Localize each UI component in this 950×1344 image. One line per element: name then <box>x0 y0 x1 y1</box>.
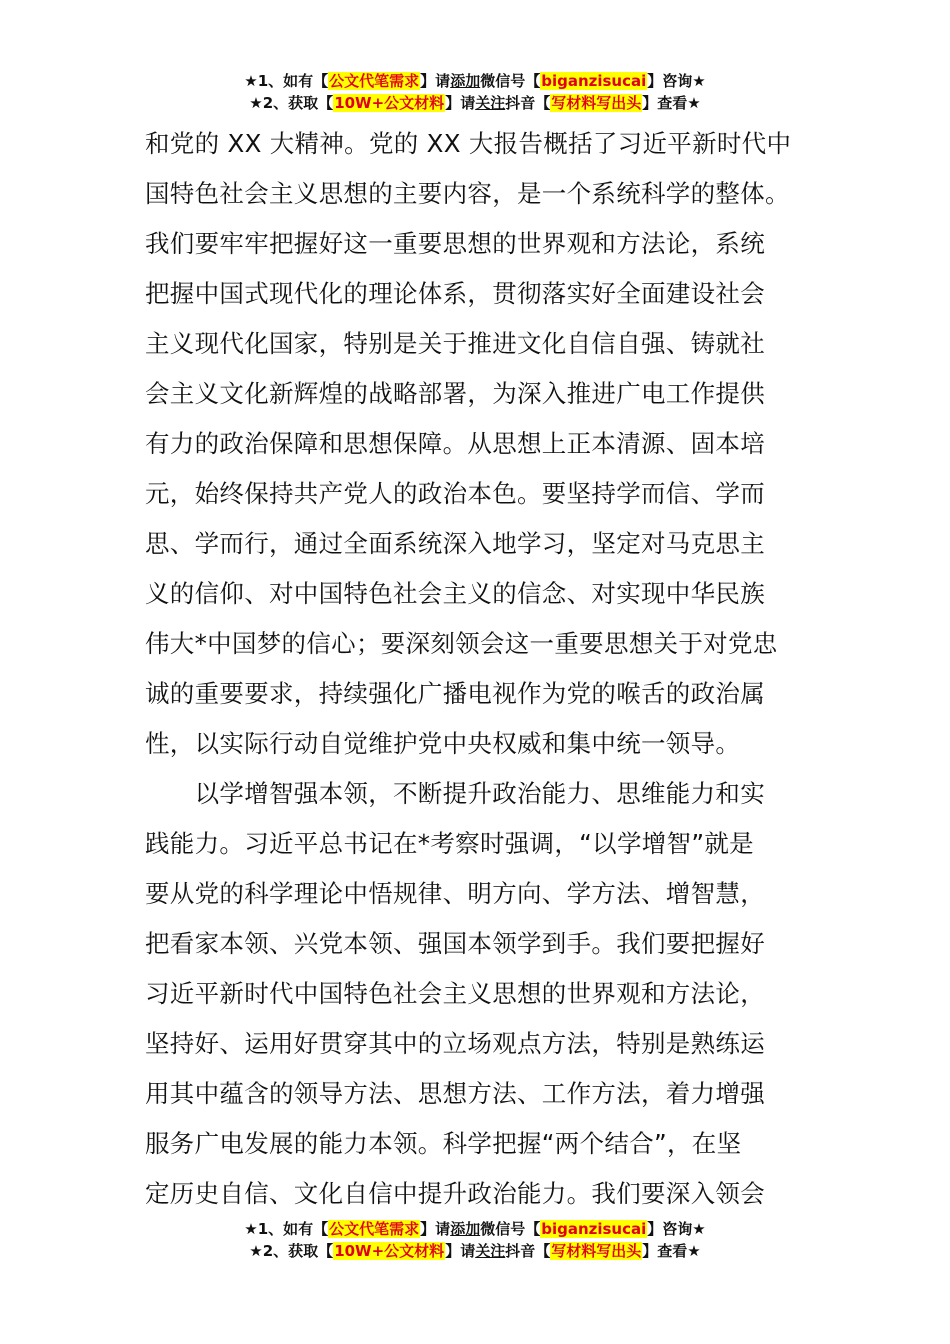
body-line: 义的信仰、对中国特色社会主义的信念、对实现中华民族 <box>145 579 765 608</box>
body-line: 坚持好、运用好贯穿其中的立场观点方法，特别是熟练运 <box>145 1029 765 1058</box>
banner-emphasis: 关注 <box>475 1242 506 1260</box>
banner-highlight: 10W+公文材料 <box>334 94 445 112</box>
banner-text: ★2、获取【 <box>249 94 334 112</box>
banner-text: 】请 <box>445 1242 476 1260</box>
body-line: 元，始终保持共产党人的政治本色。要坚持学而信、学而 <box>145 479 765 508</box>
body-line: 有力的政治保障和思想保障。从思想上正本清源、固本培 <box>145 429 765 458</box>
body-line: 践能力。习近平总书记在*考察时强调，“以学增智”就是 <box>145 829 754 858</box>
banner-text: 微信号【 <box>480 1220 541 1238</box>
banner-highlight: biganzisucai <box>541 72 647 90</box>
banner-text: 】查看★ <box>642 94 701 112</box>
body-line: 思、学而行，通过全面系统深入地学习，坚定对马克思主 <box>145 529 765 558</box>
banner-text: 】请 <box>420 1220 451 1238</box>
banner-emphasis: 添加 <box>450 1220 481 1238</box>
body-line: 会主义文化新辉煌的战略部署，为深入推进广电工作提供 <box>145 379 765 408</box>
body-line: 定历史自信、文化自信中提升政治能力。我们要深入领会 <box>145 1179 765 1208</box>
banner-highlight: 写材料写出头 <box>551 1242 642 1260</box>
body-line: 习近平新时代中国特色社会主义思想的世界观和方法论， <box>145 979 765 1008</box>
banner-highlight: 写材料写出头 <box>551 94 642 112</box>
document-body <box>145 122 800 1222</box>
body-line: 服务广电发展的能力本领。科学把握“两个结合”，在坚 <box>145 1129 742 1158</box>
banner-line-2 <box>0 92 950 114</box>
body-line: 性，以实际行动自觉维护党中央权威和集中统一领导。 <box>145 729 741 758</box>
banner-text: 】咨询★ <box>647 1220 706 1238</box>
banner-text: ★1、如有【 <box>244 1220 329 1238</box>
banner-highlight: 10W+公文材料 <box>334 1242 445 1260</box>
body-line: 国特色社会主义思想的主要内容，是一个系统科学的整体。 <box>145 179 790 208</box>
body-line: 把握中国式现代化的理论体系，贯彻落实好全面建设社会 <box>145 279 765 308</box>
banner-text: ★2、获取【 <box>249 1242 334 1260</box>
banner-highlight: biganzisucai <box>541 1220 647 1238</box>
banner-text: 抖音【 <box>505 1242 551 1260</box>
banner-line-2 <box>0 1240 950 1262</box>
banner-emphasis: 添加 <box>450 72 481 90</box>
body-line: 把看家本领、兴党本领、强国本领学到手。我们要把握好 <box>145 929 765 958</box>
body-line: 要从党的科学理论中悟规律、明方向、学方法、增智慧， <box>145 879 765 908</box>
body-line: 我们要牢牢把握好这一重要思想的世界观和方法论，系统 <box>145 229 765 258</box>
banner-text: 】咨询★ <box>647 72 706 90</box>
banner-text: 】请 <box>420 72 451 90</box>
footer-banner <box>0 1218 950 1262</box>
banner-text: 】请 <box>445 94 476 112</box>
banner-text: ★1、如有【 <box>244 72 329 90</box>
body-line: 诚的重要要求，持续强化广播电视作为党的喉舌的政治属 <box>145 679 765 708</box>
banner-text: 微信号【 <box>480 72 541 90</box>
banner-text: 】查看★ <box>642 1242 701 1260</box>
header-banner <box>0 70 950 114</box>
body-line: 用其中蕴含的领导方法、思想方法、工作方法，着力增强 <box>145 1079 765 1108</box>
banner-text: 抖音【 <box>505 94 551 112</box>
banner-emphasis: 关注 <box>475 94 506 112</box>
banner-line-1 <box>0 70 950 92</box>
banner-highlight: 公文代笔需求 <box>329 72 420 90</box>
banner-highlight: 公文代笔需求 <box>329 1220 420 1238</box>
body-line: 主义现代化国家，特别是关于推进文化自信自强、铸就社 <box>145 329 765 358</box>
banner-line-1 <box>0 1218 950 1240</box>
body-line: 和党的 XX 大精神。党的 XX 大报告概括了习近平新时代中 <box>145 129 792 158</box>
body-line: 以学增智强本领，不断提升政治能力、思维能力和实 <box>145 779 765 808</box>
body-line: 伟大*中国梦的信心；要深刻领会这一重要思想关于对党忠 <box>145 629 778 658</box>
